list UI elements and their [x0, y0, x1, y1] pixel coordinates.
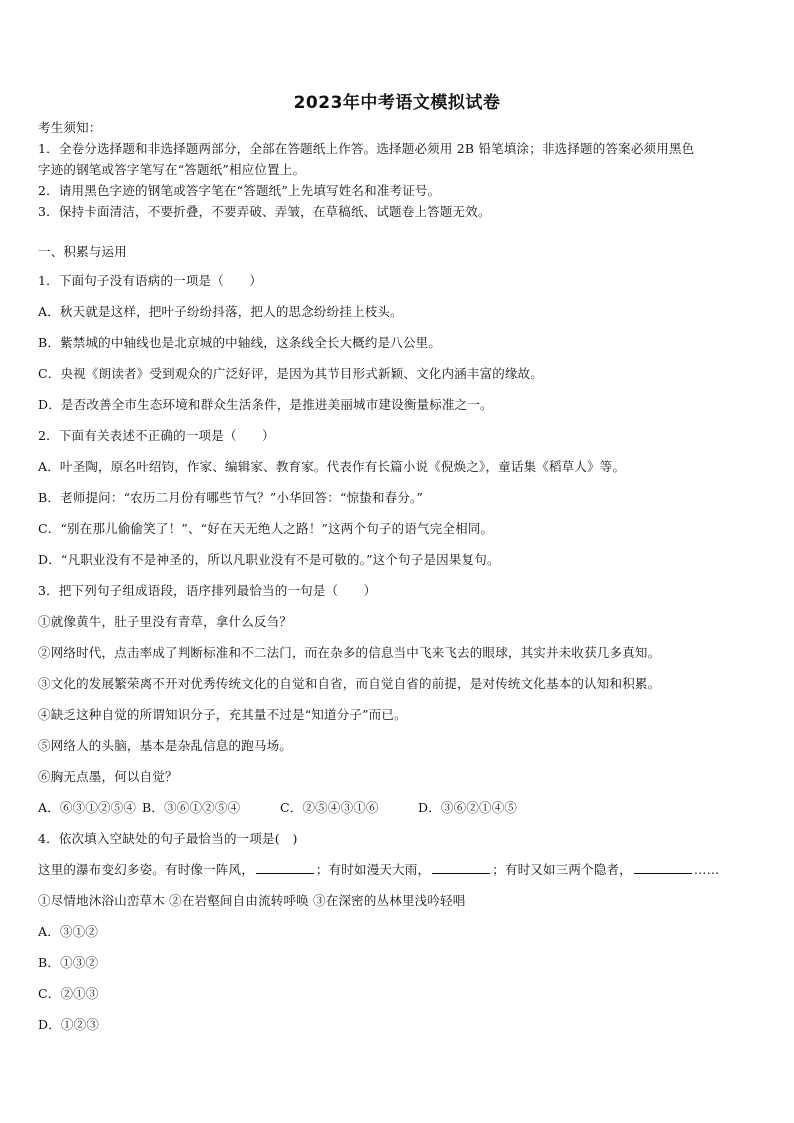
- question-3-option-a: A．⑥③①②⑤④: [38, 800, 137, 815]
- passage-part-4: ……: [693, 862, 720, 877]
- notice-item-3: 3．保持卡面清洁，不要折叠，不要弄破、弄皱，在草稿纸、试题卷上答题无效。: [38, 204, 491, 219]
- question-4-option-d: D．①②③: [38, 1017, 100, 1032]
- question-1-option-c: C．央视《朗读者》受到观众的广泛好评，是因为其节目形式新颖、文化内涵丰富的缘故。: [38, 366, 544, 381]
- question-4-stem: 4．依次填入空缺处的句子最恰当的一项是( ): [38, 831, 298, 846]
- question-4-option-c: C．②①③: [38, 986, 99, 1001]
- question-4-passage: [38, 861, 758, 879]
- passage-part-1: 这里的瀑布变幻多姿。有时像一阵风，: [38, 862, 254, 877]
- question-3-sentence-4: ④缺乏这种自觉的所谓知识分子，充其量不过是“知道分子”而已。: [38, 707, 407, 722]
- question-3-stem: 3．把下列句子组成语段，语序排列最恰当的一句是（ ）: [38, 583, 377, 598]
- question-3-sentence-1: ①就像黄牛，肚子里没有青草，拿什么反刍？: [38, 614, 293, 629]
- question-3-sentence-3: ③文化的发展繁荣离不开对优秀传统文化的自觉和自省，而自觉自省的前提，是对传统文化基本的认知和积累。: [38, 676, 661, 691]
- question-4-choices: ①尽情地沐浴山峦草木 ②在岩壑间自由流转呼唤 ③在深密的丛林里浅吟轻唱: [38, 893, 466, 908]
- question-2-option-a: A．叶圣陶，原名叶绍钧，作家、编辑家、教育家。代表作有长篇小说《倪焕之》，童话集《稻草人》等。: [38, 459, 626, 474]
- passage-part-2: ；有时如漫天大雨，: [315, 862, 431, 877]
- notice-heading: 考生须知：: [38, 120, 102, 135]
- question-2-stem: 2．下面有关表述不正确的一项是（ ）: [38, 428, 275, 443]
- question-3-sentence-6: ⑥胸无点墨，何以自觉？: [38, 769, 178, 784]
- question-1-stem: 1．下面句子没有语病的一项是（ ）: [38, 273, 263, 288]
- question-1-option-a: A．秋天就是这样，把叶子纷纷抖落，把人的思念纷纷挂上枝头。: [38, 304, 403, 319]
- question-3-option-d: D．③⑥②①④⑤: [418, 800, 518, 815]
- question-1-option-b: B．紫禁城的中轴线也是北京城的中轴线，这条线全长大概约是八公里。: [38, 335, 442, 350]
- question-3-options: [38, 799, 758, 817]
- question-2-option-d: D．“凡职业没有不是神圣的，所以凡职业没有不是可敬的。”这个句子是因果复句。: [38, 552, 500, 567]
- notice-item-1: 1．全卷分选择题和非选择题两部分，全部在答题纸上作答。选择题必须用 2B 铅笔填涂；非选择题的答案必须用黑色: [38, 141, 695, 156]
- question-2-option-b: B．老师提问：“农历二月份有哪些节气？”小华回答：“惊蛰和春分。”: [38, 490, 424, 505]
- question-3-sentence-5: ⑤网络人的头脑，基本是杂乱信息的跑马场。: [38, 738, 293, 753]
- section-heading: 一、积累与运用: [38, 244, 127, 259]
- question-1-option-d: D．是否改善全市生态环境和群众生活条件，是推进美丽城市建设衡量标准之一。: [38, 397, 493, 412]
- question-4-option-b: B．①③②: [38, 955, 99, 970]
- question-3-option-b: B．③⑥①②⑤④: [142, 800, 241, 815]
- answer-blank-2: [432, 863, 490, 874]
- notice-item-1-cont: 字迹的钢笔或答字笔写在“答题纸”相应位置上。: [38, 162, 306, 177]
- passage-part-3: ；有时又如三两个隐者，: [492, 862, 632, 877]
- question-4-option-a: A．③①②: [38, 924, 99, 939]
- question-2-option-c: C．“别在那儿偷偷笑了！”、“好在天无绝人之路！”这两个句子的语气完全相同。: [38, 521, 494, 536]
- exam-title: 2023年中考语文模拟试卷: [293, 93, 501, 113]
- question-3-sentence-2: ②网络时代，点击率成了判断标准和不二法门，而在杂多的信息当中飞来飞去的眼球，其实并未收获几多真知。: [38, 645, 661, 660]
- notice-item-2: 2．请用黑色字迹的钢笔或答字笔在“答题纸”上先填写姓名和准考证号。: [38, 183, 441, 198]
- answer-blank-1: [256, 863, 314, 874]
- answer-blank-3: [634, 863, 692, 874]
- question-3-option-c: C．②⑤④③①⑥: [280, 800, 379, 815]
